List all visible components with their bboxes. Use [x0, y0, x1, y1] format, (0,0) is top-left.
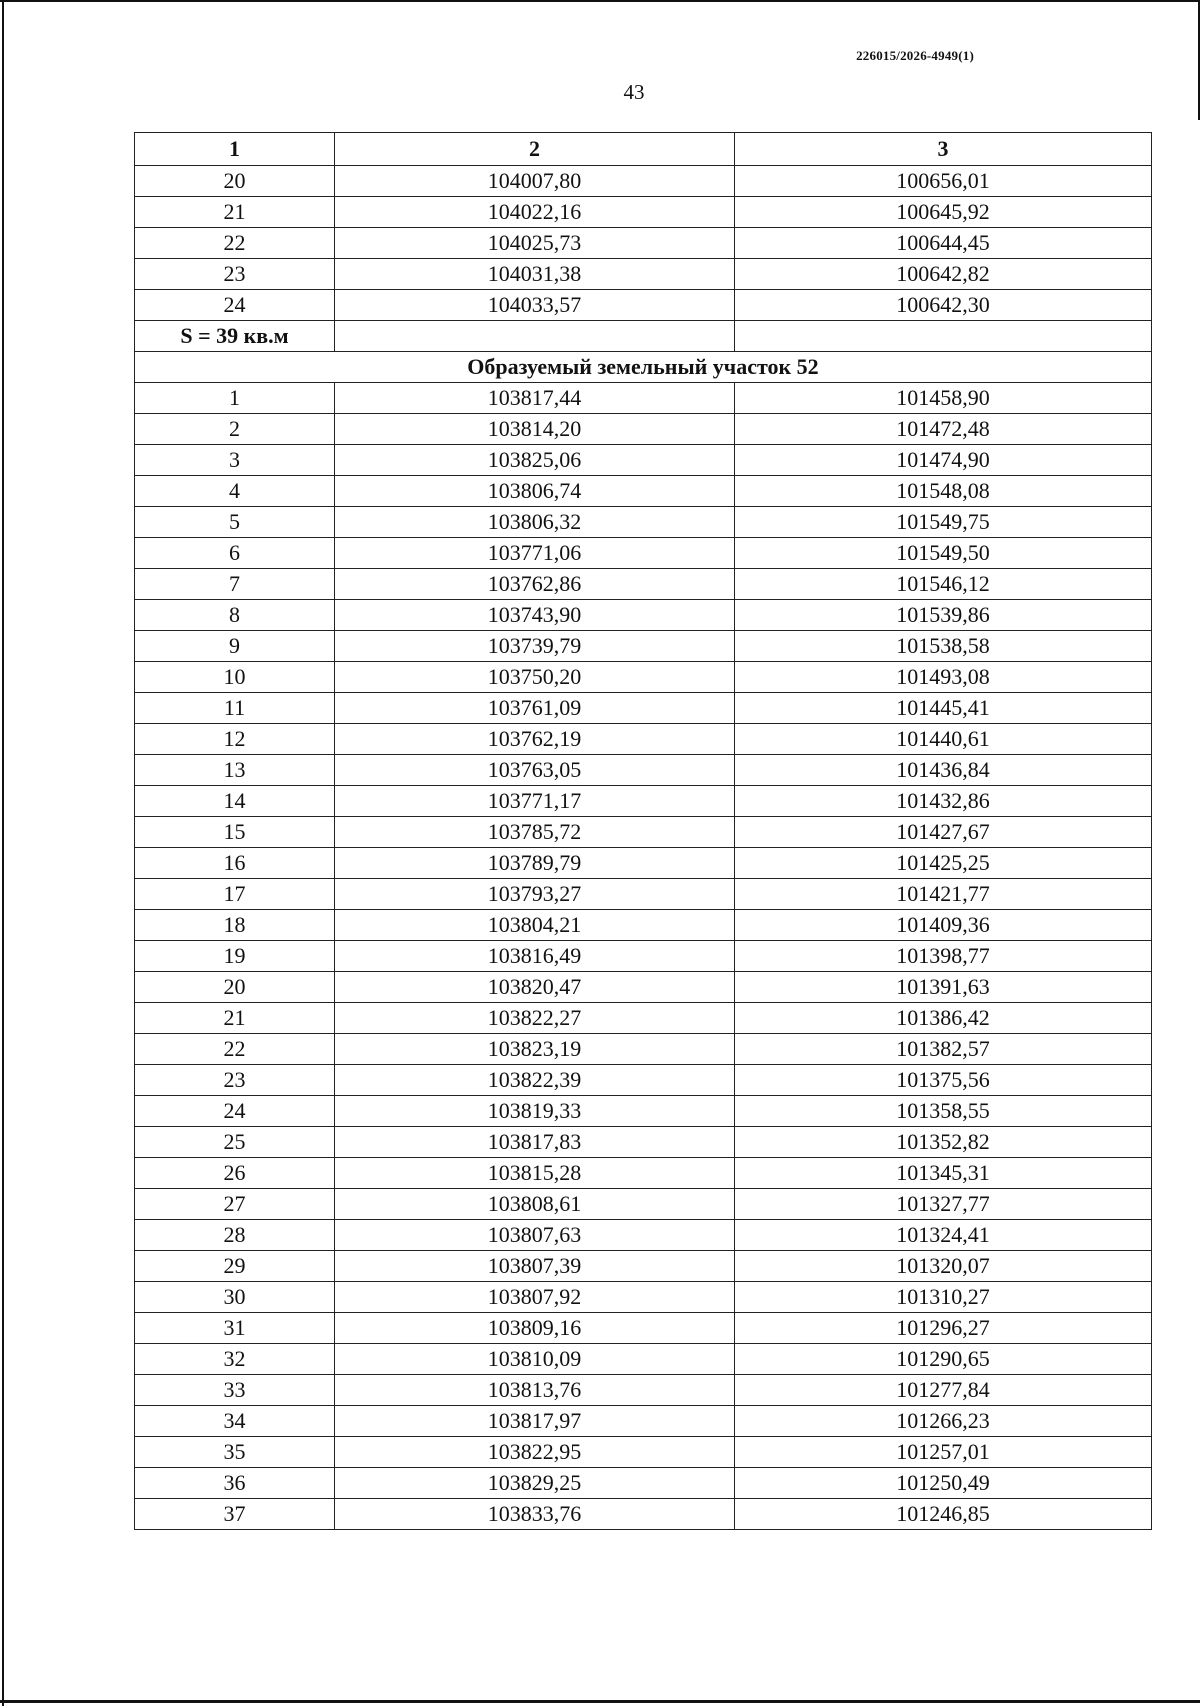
- point-number-cell: 23: [135, 259, 335, 290]
- y-coordinate-cell: 101458,90: [735, 383, 1152, 414]
- x-coordinate-cell: 103817,44: [335, 383, 735, 414]
- y-coordinate-cell: 101398,77: [735, 941, 1152, 972]
- point-number-cell: 35: [135, 1437, 335, 1468]
- y-coordinate-cell: 101257,01: [735, 1437, 1152, 1468]
- table-row: [135, 1096, 1152, 1127]
- point-number-cell: 20: [135, 972, 335, 1003]
- table-row: [135, 383, 1152, 414]
- section-title: Образуемый земельный участок 52: [135, 352, 1152, 383]
- x-coordinate-cell: 104025,73: [335, 228, 735, 259]
- y-coordinate-cell: 101493,08: [735, 662, 1152, 693]
- x-coordinate-cell: 103813,76: [335, 1375, 735, 1406]
- table-row: [135, 507, 1152, 538]
- table-row: [135, 1375, 1152, 1406]
- y-coordinate-cell: 101250,49: [735, 1468, 1152, 1499]
- section-title-row: [135, 352, 1152, 383]
- page-number: 43: [623, 80, 645, 104]
- x-coordinate-cell: 103808,61: [335, 1189, 735, 1220]
- point-number-cell: 30: [135, 1282, 335, 1313]
- table-row: [135, 1189, 1152, 1220]
- x-coordinate-cell: 103817,83: [335, 1127, 735, 1158]
- table-row: [135, 662, 1152, 693]
- point-number-cell: 26: [135, 1158, 335, 1189]
- point-number-cell: 8: [135, 600, 335, 631]
- x-coordinate-cell: 103806,74: [335, 476, 735, 507]
- y-coordinate-cell: 101546,12: [735, 569, 1152, 600]
- y-coordinate-cell: 101421,77: [735, 879, 1152, 910]
- point-number-cell: 33: [135, 1375, 335, 1406]
- point-number-cell: 24: [135, 290, 335, 321]
- table-row: [135, 693, 1152, 724]
- table-row: [135, 600, 1152, 631]
- x-coordinate-cell: 104031,38: [335, 259, 735, 290]
- point-number-cell: 23: [135, 1065, 335, 1096]
- y-coordinate-cell: 101320,07: [735, 1251, 1152, 1282]
- point-number-cell: 20: [135, 166, 335, 197]
- y-coordinate-cell: 101386,42: [735, 1003, 1152, 1034]
- point-number-cell: 18: [135, 910, 335, 941]
- x-coordinate-cell: 103816,49: [335, 941, 735, 972]
- area-label-cell: S = 39 кв.м: [135, 321, 335, 352]
- point-number-cell: 29: [135, 1251, 335, 1282]
- area-row: [135, 321, 1152, 352]
- point-number-cell: 2: [135, 414, 335, 445]
- empty-cell: [335, 321, 735, 352]
- x-coordinate-cell: 103793,27: [335, 879, 735, 910]
- y-coordinate-cell: 101290,65: [735, 1344, 1152, 1375]
- x-coordinate-cell: 103739,79: [335, 631, 735, 662]
- point-number-cell: 1: [135, 383, 335, 414]
- point-number-cell: 9: [135, 631, 335, 662]
- x-coordinate-cell: 103807,63: [335, 1220, 735, 1251]
- table-row: [135, 786, 1152, 817]
- x-coordinate-cell: 103829,25: [335, 1468, 735, 1499]
- coordinates-table-body: [135, 133, 1152, 1530]
- table-row: [135, 972, 1152, 1003]
- x-coordinate-cell: 103814,20: [335, 414, 735, 445]
- point-number-cell: 27: [135, 1189, 335, 1220]
- point-number-cell: 24: [135, 1096, 335, 1127]
- point-number-cell: 11: [135, 693, 335, 724]
- point-number-cell: 36: [135, 1468, 335, 1499]
- y-coordinate-cell: 101409,36: [735, 910, 1152, 941]
- y-coordinate-cell: 100642,82: [735, 259, 1152, 290]
- point-number-cell: 4: [135, 476, 335, 507]
- table-row: [135, 569, 1152, 600]
- y-coordinate-cell: 100642,30: [735, 290, 1152, 321]
- x-coordinate-cell: 103820,47: [335, 972, 735, 1003]
- y-coordinate-cell: 101539,86: [735, 600, 1152, 631]
- y-coordinate-cell: 101440,61: [735, 724, 1152, 755]
- y-coordinate-cell: 101548,08: [735, 476, 1152, 507]
- y-coordinate-cell: 101358,55: [735, 1096, 1152, 1127]
- table-row: [135, 1251, 1152, 1282]
- point-number-cell: 22: [135, 228, 335, 259]
- y-coordinate-cell: 101436,84: [735, 755, 1152, 786]
- table-row: [135, 1313, 1152, 1344]
- x-coordinate-cell: 103807,92: [335, 1282, 735, 1313]
- y-coordinate-cell: 101474,90: [735, 445, 1152, 476]
- x-coordinate-cell: 103807,39: [335, 1251, 735, 1282]
- table-row: [135, 228, 1152, 259]
- table-row: [135, 197, 1152, 228]
- table-row: [135, 1437, 1152, 1468]
- y-coordinate-cell: 101246,85: [735, 1499, 1152, 1530]
- point-number-cell: 22: [135, 1034, 335, 1065]
- table-row: [135, 259, 1152, 290]
- x-coordinate-cell: 104022,16: [335, 197, 735, 228]
- y-coordinate-cell: 101296,27: [735, 1313, 1152, 1344]
- table-row: [135, 910, 1152, 941]
- point-number-cell: 31: [135, 1313, 335, 1344]
- x-coordinate-cell: 103817,97: [335, 1406, 735, 1437]
- table-row: [135, 1034, 1152, 1065]
- x-coordinate-cell: 103822,27: [335, 1003, 735, 1034]
- x-coordinate-cell: 103785,72: [335, 817, 735, 848]
- table-row: [135, 817, 1152, 848]
- point-number-cell: 3: [135, 445, 335, 476]
- scan-border-bottom: [0, 1700, 1200, 1703]
- document-code: 226015/2026-4949(1): [856, 48, 974, 63]
- point-number-cell: 21: [135, 197, 335, 228]
- table-row: [135, 1003, 1152, 1034]
- x-coordinate-cell: 103822,95: [335, 1437, 735, 1468]
- scan-border-top: [0, 0, 1200, 2]
- point-number-cell: 19: [135, 941, 335, 972]
- y-coordinate-cell: 101538,58: [735, 631, 1152, 662]
- y-coordinate-cell: 101549,50: [735, 538, 1152, 569]
- x-coordinate-cell: 103819,33: [335, 1096, 735, 1127]
- x-coordinate-cell: 103743,90: [335, 600, 735, 631]
- x-coordinate-cell: 103823,19: [335, 1034, 735, 1065]
- point-number-cell: 17: [135, 879, 335, 910]
- x-coordinate-cell: 103789,79: [335, 848, 735, 879]
- x-coordinate-cell: 103825,06: [335, 445, 735, 476]
- x-coordinate-cell: 104007,80: [335, 166, 735, 197]
- y-coordinate-cell: 100644,45: [735, 228, 1152, 259]
- column-header-2: 2: [335, 133, 735, 166]
- column-header-1: 1: [135, 133, 335, 166]
- y-coordinate-cell: 101352,82: [735, 1127, 1152, 1158]
- x-coordinate-cell: 104033,57: [335, 290, 735, 321]
- column-header-3: 3: [735, 133, 1152, 166]
- point-number-cell: 5: [135, 507, 335, 538]
- table-row: [135, 1158, 1152, 1189]
- table-row: [135, 1344, 1152, 1375]
- point-number-cell: 32: [135, 1344, 335, 1375]
- y-coordinate-cell: 101277,84: [735, 1375, 1152, 1406]
- point-number-cell: 15: [135, 817, 335, 848]
- y-coordinate-cell: 101382,57: [735, 1034, 1152, 1065]
- x-coordinate-cell: 103833,76: [335, 1499, 735, 1530]
- x-coordinate-cell: 103815,28: [335, 1158, 735, 1189]
- x-coordinate-cell: 103763,05: [335, 755, 735, 786]
- table-row: [135, 879, 1152, 910]
- table-row: [135, 1220, 1152, 1251]
- y-coordinate-cell: 101427,67: [735, 817, 1152, 848]
- y-coordinate-cell: 101324,41: [735, 1220, 1152, 1251]
- point-number-cell: 28: [135, 1220, 335, 1251]
- y-coordinate-cell: 101345,31: [735, 1158, 1152, 1189]
- table-row: [135, 1065, 1152, 1096]
- point-number-cell: 7: [135, 569, 335, 600]
- point-number-cell: 10: [135, 662, 335, 693]
- x-coordinate-cell: 103810,09: [335, 1344, 735, 1375]
- table-row: [135, 1282, 1152, 1313]
- y-coordinate-cell: 101445,41: [735, 693, 1152, 724]
- y-coordinate-cell: 101327,77: [735, 1189, 1152, 1220]
- table-row: [135, 1468, 1152, 1499]
- y-coordinate-cell: 101472,48: [735, 414, 1152, 445]
- point-number-cell: 14: [135, 786, 335, 817]
- x-coordinate-cell: 103771,17: [335, 786, 735, 817]
- table-row: [135, 848, 1152, 879]
- y-coordinate-cell: 101391,63: [735, 972, 1152, 1003]
- table-row: [135, 631, 1152, 662]
- table-row: [135, 414, 1152, 445]
- table-header-row: [135, 133, 1152, 166]
- empty-cell: [735, 321, 1152, 352]
- y-coordinate-cell: 101425,25: [735, 848, 1152, 879]
- coordinates-table: [134, 132, 1152, 1530]
- table-row: [135, 476, 1152, 507]
- x-coordinate-cell: 103762,86: [335, 569, 735, 600]
- x-coordinate-cell: 103750,20: [335, 662, 735, 693]
- point-number-cell: 37: [135, 1499, 335, 1530]
- point-number-cell: 16: [135, 848, 335, 879]
- table-row: [135, 445, 1152, 476]
- point-number-cell: 6: [135, 538, 335, 569]
- x-coordinate-cell: 103761,09: [335, 693, 735, 724]
- table-row: [135, 941, 1152, 972]
- y-coordinate-cell: 101432,86: [735, 786, 1152, 817]
- x-coordinate-cell: 103804,21: [335, 910, 735, 941]
- point-number-cell: 25: [135, 1127, 335, 1158]
- table-row: [135, 1406, 1152, 1437]
- y-coordinate-cell: 101266,23: [735, 1406, 1152, 1437]
- point-number-cell: 21: [135, 1003, 335, 1034]
- scan-border-left: [2, 0, 4, 1706]
- x-coordinate-cell: 103762,19: [335, 724, 735, 755]
- table-row: [135, 724, 1152, 755]
- table-row: [135, 1127, 1152, 1158]
- y-coordinate-cell: 101375,56: [735, 1065, 1152, 1096]
- y-coordinate-cell: 101310,27: [735, 1282, 1152, 1313]
- x-coordinate-cell: 103771,06: [335, 538, 735, 569]
- table-row: [135, 290, 1152, 321]
- x-coordinate-cell: 103822,39: [335, 1065, 735, 1096]
- table-row: [135, 755, 1152, 786]
- y-coordinate-cell: 101549,75: [735, 507, 1152, 538]
- x-coordinate-cell: 103806,32: [335, 507, 735, 538]
- table-row: [135, 166, 1152, 197]
- table-row: [135, 1499, 1152, 1530]
- x-coordinate-cell: 103809,16: [335, 1313, 735, 1344]
- y-coordinate-cell: 100656,01: [735, 166, 1152, 197]
- point-number-cell: 34: [135, 1406, 335, 1437]
- point-number-cell: 12: [135, 724, 335, 755]
- y-coordinate-cell: 100645,92: [735, 197, 1152, 228]
- point-number-cell: 13: [135, 755, 335, 786]
- table-row: [135, 538, 1152, 569]
